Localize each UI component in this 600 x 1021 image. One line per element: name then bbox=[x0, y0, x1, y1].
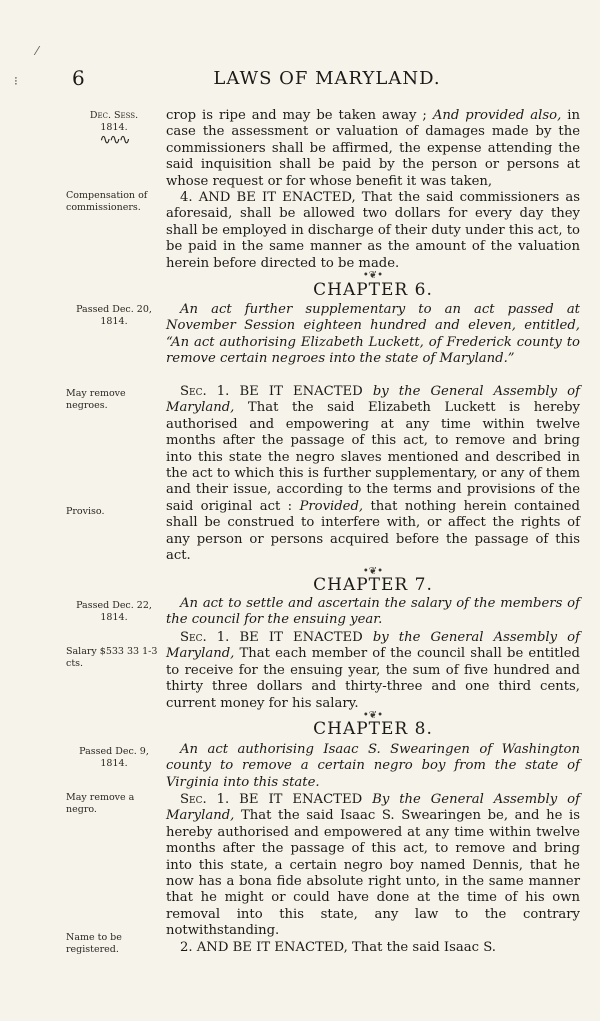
fleuron-ornament-icon: •❦• bbox=[362, 270, 384, 281]
chapter-6-heading: CHAPTER 6. bbox=[313, 280, 433, 300]
chapter-8-section-2: 2. AND BE IT ENACTED, That the said Isaac S. bbox=[180, 940, 496, 955]
margin-ch7-passed: Passed Dec. 22, 1814. bbox=[76, 600, 152, 623]
ink-speck-mark: ⁄ bbox=[36, 44, 39, 58]
margin-ch7-salary: Salary $533 33 1-3 cts. bbox=[66, 646, 158, 669]
fleuron-ornament-icon: •❦• bbox=[362, 566, 384, 577]
chapter-6-section-1: Sec. 1. BE IT ENACTED by the General Assembly of Maryland, That the said Elizabeth Luckett is hereby authorised and empowering at any time within twelve months after the passage of this act, to remove and bring into this state the negro slaves mentioned and described in the act to which this is further supplementary, or any of them and their issue, according to the terms and provisions of the said original act : Provided, that nothing herein contained shall be construed to interfere with, or affect the rights of any person or persons acquired before the passage of this act. bbox=[166, 384, 580, 564]
margin-ch6-may-remove: May remove negroes. bbox=[66, 388, 126, 411]
chapter-7-section-1: Sec. 1. BE IT ENACTED by the General Assembly of Maryland, That each member of the council shall be entitled to receive for the ensuing year, the sum of five hundred and thirty three dollars and thirty-three and one third cents, current money for his salary. bbox=[166, 630, 580, 711]
margin-compensation: Compensation of commissioners. bbox=[66, 190, 148, 213]
chapter-7-title: An act to settle and ascertain the salary of the members of the council for the ensuing year. bbox=[166, 596, 580, 628]
margin-ch6-passed: Passed Dec. 20, 1814. bbox=[76, 304, 152, 327]
margin-ch6-proviso: Proviso. bbox=[66, 506, 105, 517]
margin-ch8-may-remove: May remove a negro. bbox=[66, 792, 135, 815]
ink-speck-mark: ⁝ bbox=[14, 74, 18, 88]
page-header bbox=[72, 66, 582, 96]
chapter-6-title: An act further supplementary to an act passed at November Session eighteen hundred and eleven, entitled, “An act authorising Elizabeth Luckett, of Frederick county to remove certain negroes into the state of Maryland.” bbox=[166, 302, 580, 367]
wave-ornament-icon: ∿∿∿ bbox=[99, 132, 129, 148]
chapter-7-heading: CHAPTER 7. bbox=[313, 575, 433, 595]
margin-session: Dec. Sess. 1814. ∿∿∿ bbox=[66, 110, 162, 146]
chapter-8-heading: CHAPTER 8. bbox=[313, 719, 433, 739]
chapter-8-section-1: Sec. 1. BE IT ENACTED By the General Assembly of Maryland, That the said Isaac S. Swearingen be, and he is hereby authorised and empowered at any time within twelve months after the passage of this act, to remove and bring into this state, a certain negro boy named Dennis, that he now has a bona fide absolute right unto, in the same manner that he might or could have done at the time of his own removal into this state, any law to the contrary notwithstanding. bbox=[166, 792, 580, 939]
section-4-paragraph: 4. AND BE IT ENACTED, That the said commissioners as aforesaid, shall be allowed two dollars for every day they shall be employed in discharge of their duty under this act, to be paid in the same manner as the amount of the valuation herein before directed to be made. bbox=[166, 190, 580, 271]
fleuron-ornament-icon: •❦• bbox=[362, 710, 384, 721]
section-3-continuation: crop is ripe and may be taken away ; And provided also, in case the assessment or valuation of damages made by the commissioners shall be affirmed, the expense attending the said inquisition shall be paid by the person or persons at whose request or for whose benefit it was taken, bbox=[166, 108, 580, 189]
margin-ch8-passed: Passed Dec. 9, 1814. bbox=[79, 746, 149, 769]
margin-ch8-name: Name to be registered. bbox=[66, 932, 122, 955]
running-title: LAWS OF MARYLAND. bbox=[213, 68, 441, 89]
chapter-8-title: An act authorising Isaac S. Swearingen of Washington county to remove a certain negro boy from the state of Virginia into this state. bbox=[166, 742, 580, 790]
page-number: 6 bbox=[72, 66, 85, 90]
